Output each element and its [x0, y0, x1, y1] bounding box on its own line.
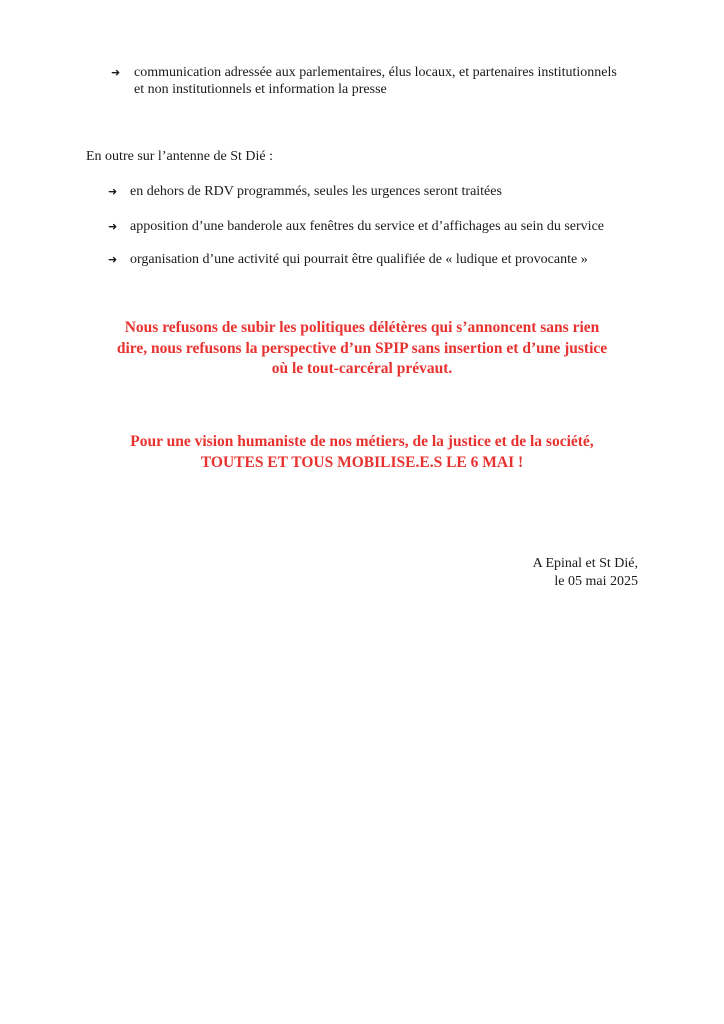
list-item-text: organisation d’une activité qui pourrait être qualifiée de « ludique et provocante »	[130, 252, 588, 267]
arrow-icon: ➜	[108, 253, 118, 266]
list-item-line: et non institutionnels et information la presse	[134, 82, 387, 97]
statement-mobilisation	[86, 432, 638, 473]
statement-line: où le tout-carcéral prévaut.	[271, 360, 453, 377]
list-item-text	[134, 64, 617, 98]
arrow-icon: ➜	[111, 66, 121, 79]
list-item	[108, 218, 604, 235]
statement-line: TOUTES ET TOUS MOBILISE.E.S LE 6 MAI !	[200, 453, 524, 471]
list-item-line: communication adressée aux parlementaires, élus locaux, et partenaires institutionnels	[134, 65, 617, 80]
list-item-text: en dehors de RDV programmés, seules les urgences seront traitées	[130, 184, 502, 199]
list-item	[111, 64, 617, 98]
intro-paragraph: En outre sur l’antenne de St Dié :	[86, 149, 274, 164]
list-item-text: apposition d’une banderole aux fenêtres du service et d’affichages au sein du service	[130, 219, 604, 234]
statement-line: Pour une vision humaniste de nos métiers, de la justice et de la société,	[130, 433, 594, 450]
signature-place: A Epinal et St Dié,	[532, 556, 638, 571]
arrow-icon: ➜	[108, 185, 118, 198]
arrow-icon: ➜	[108, 220, 118, 233]
list-item	[108, 251, 588, 268]
list-item	[108, 183, 502, 200]
signature-block	[533, 555, 638, 590]
signature-date: le 05 mai 2025	[554, 573, 638, 589]
statement-line: dire, nous refusons la perspective d’un SPIP sans insertion et d’une justice	[116, 339, 608, 357]
statement-refusal	[86, 318, 638, 380]
statement-line: Nous refusons de subir les politiques délétères qui s’annoncent sans rien	[124, 319, 600, 336]
